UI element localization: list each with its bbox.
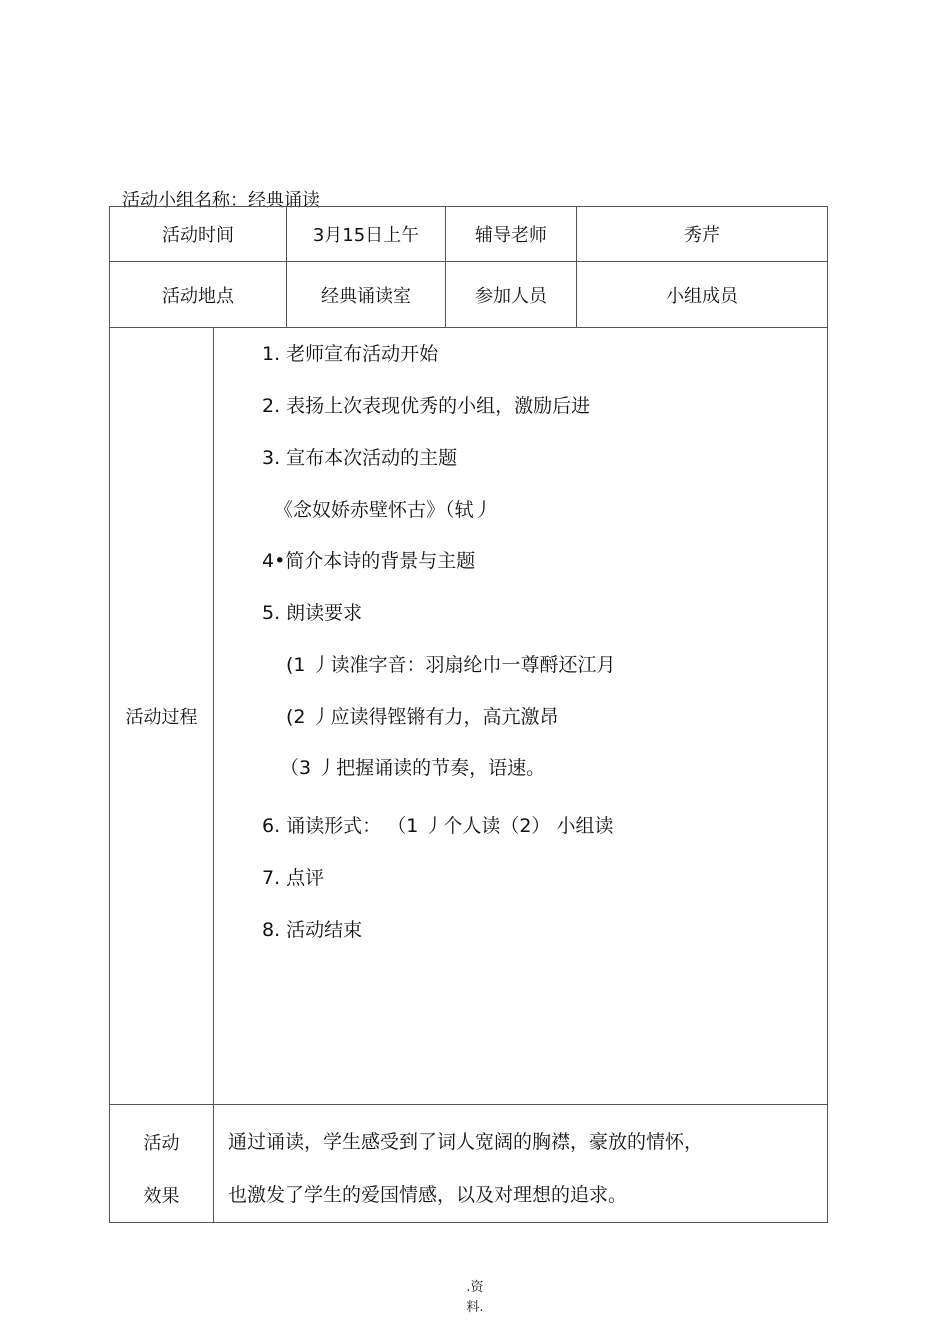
teacher-value: 秀芹 (684, 225, 720, 246)
participants-value: 小组成员 (666, 285, 738, 307)
effect-label-line1: 活动 (143, 1133, 180, 1154)
participants-value-cell (576, 261, 828, 328)
footer-line2: 料. (466, 1300, 484, 1315)
process-item: 4•简介本诗的背景与主题 (262, 550, 476, 572)
participants-label-cell (445, 261, 577, 328)
place-value: 经典诵读室 (321, 285, 411, 307)
process-item: (2 丿应读得铿锵有力，高亢激昂 (286, 706, 559, 728)
process-label: 活动过程 (125, 707, 198, 728)
place-label: 活动地点 (162, 285, 234, 307)
process-item: 2. 表扬上次表现优秀的小组，激励后进 (262, 395, 591, 417)
process-item: 《念奴娇赤壁怀古》（轼丿 (274, 499, 493, 521)
process-item: 6. 诵读形式： （1 丿个人读（2） 小组读 (262, 815, 614, 837)
time-label: 活动时间 (162, 225, 234, 246)
process-item: 7. 点评 (262, 867, 325, 889)
process-label-cell (109, 327, 214, 1105)
teacher-label: 辅导老师 (475, 225, 547, 246)
effect-label-cell (109, 1104, 214, 1223)
process-item: 8. 活动结束 (262, 919, 363, 941)
footer-line1: .资 (466, 1280, 484, 1295)
place-label-cell (109, 261, 287, 328)
participants-label: 参加人员 (475, 285, 547, 307)
process-item: （3 丿把握诵读的节奏，语速。 (280, 757, 546, 779)
effect-text-line2: 也激发了学生的爱国情感，以及对理想的追求。 (228, 1184, 628, 1206)
effect-label-line2: 效果 (143, 1186, 180, 1207)
process-item: 3. 宣布本次活动的主题 (262, 447, 458, 469)
place-value-cell (286, 261, 446, 328)
time-value: 3月15日上午 (312, 225, 420, 246)
group-name-title: 活动小组名称：经典诵读 (122, 190, 320, 211)
process-item: 5. 朗读要求 (262, 602, 363, 624)
time-value-cell (286, 206, 446, 262)
process-item: 1. 老师宣布活动开始 (262, 343, 439, 365)
process-item: (1 丿读准字音：羽扇纶巾一尊酹还江月 (286, 654, 616, 676)
teacher-value-cell (576, 206, 828, 262)
effect-text-line1: 通过诵读，学生感受到了词人宽阔的胸襟，豪放的情怀， (228, 1131, 704, 1153)
teacher-label-cell (445, 206, 577, 262)
time-label-cell (109, 206, 287, 262)
